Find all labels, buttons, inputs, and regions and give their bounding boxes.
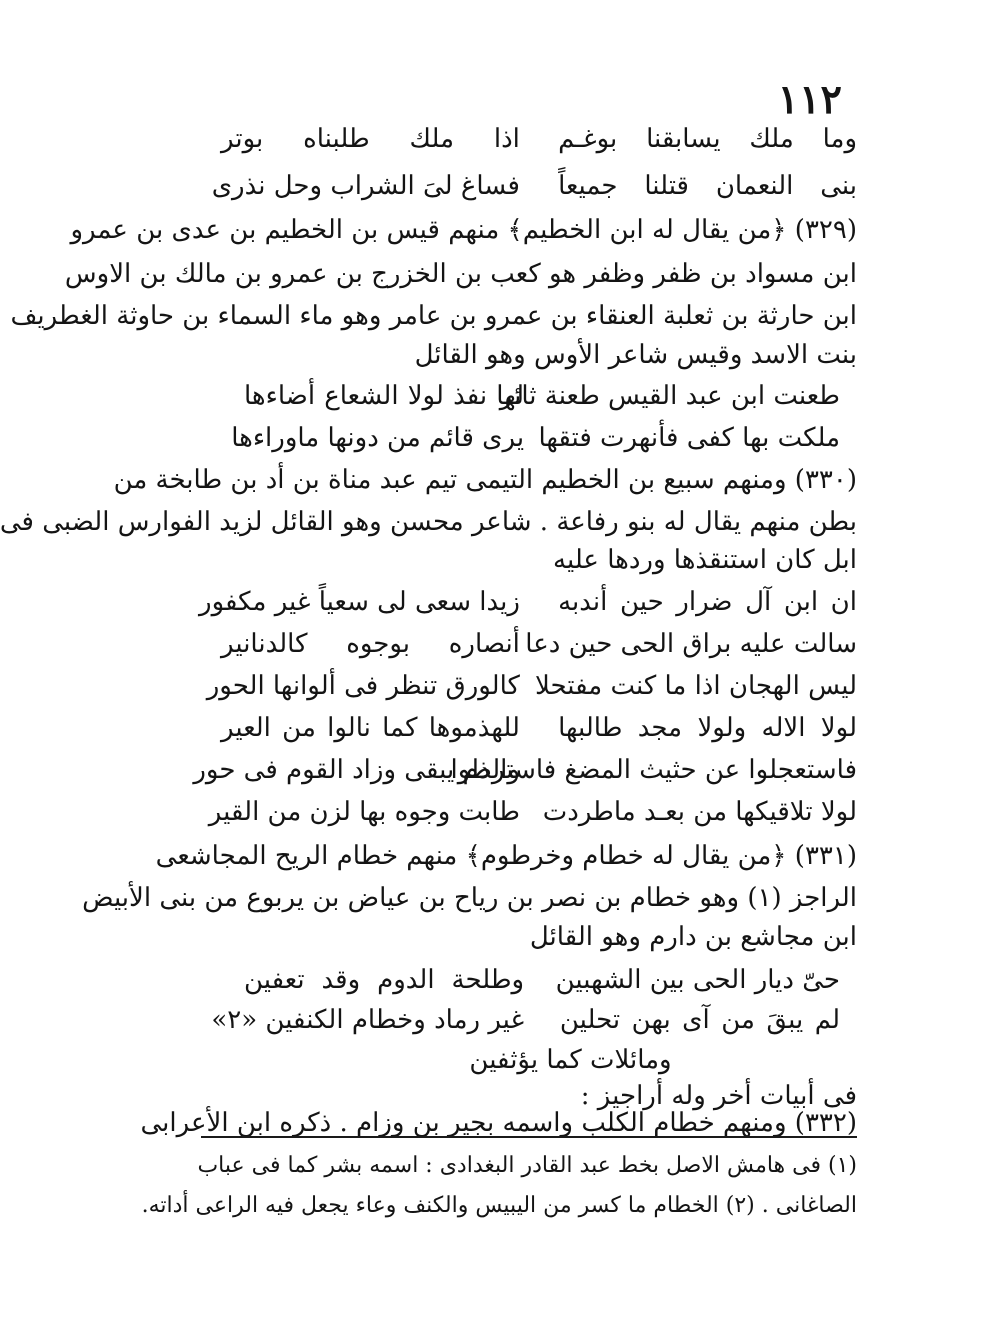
entry-330-heading: (٣٣٠) ومنهم سبيع بن الخطيم التيمى تيم عبد مناة بن أد بن طابخة من — [113, 465, 857, 495]
verse-line — [206, 666, 857, 706]
prose-line: ابل كان استنقذها وردها عليه — [553, 545, 857, 575]
prose-line: الراجز (١) وهو خطام بن نصر بن رياح بن عياض بن يربوع من بنى الأبيض — [82, 883, 857, 913]
verse-first-hemistich: لم يبقَ من آى بهن تحلين — [559, 1005, 840, 1035]
verse-second-hemistich: اذا ملك طلبناه بوتر — [221, 124, 520, 154]
verse-second-hemistich: للهذموها كما نالوا من العير — [221, 713, 520, 743]
verse-first-hemistich: لولا تلاقيكها من بعـد ماطردت — [542, 797, 857, 827]
verse-line — [244, 376, 840, 416]
verse-first-hemistich: لولا الاله ولولا مجد طالبها — [558, 713, 857, 743]
prose-line: ابن مسواد بن ظفر وظفر هو كعب بن الخزرج بن عمرو بن مالك بن الاوس — [64, 259, 857, 289]
verse-second-hemistich: غير رماد وخطام الكنفين «٢» — [211, 1005, 525, 1035]
verse-second-hemistich: فساغ لىَ الشراب وحل نذرى — [211, 171, 520, 201]
verse-second-hemistich: طابت وجوه بها لزن من القير — [208, 797, 520, 827]
verse-first-hemistich: طعنت ابن عبد القيس طعنة ثائر — [499, 381, 840, 411]
prose-line: بطن منهم يقال له بنو رفاعة . شاعر محسن وهو القائل لزيد الفوارس الضبى فى — [0, 507, 857, 537]
verse-first-hemistich: ليس الهجان اذا ما كنت مفتحلا — [534, 671, 857, 701]
prose-line: فى أبيات أخر وله أراجيز : — [580, 1081, 857, 1111]
verse-line — [211, 1000, 840, 1040]
entry-332-heading: (٣٣٢) ومنهم خطام الكلب واسمه بجير بن وزام . ذكره ابن الأعرابى — [140, 1108, 857, 1138]
verse-first-hemistich: وما ملك يسابقنا بوغـم — [558, 124, 857, 154]
verse-line — [231, 418, 840, 458]
verse-first-hemistich: ان ابن آل ضرار حين أندبه — [558, 587, 857, 617]
verse-line — [221, 119, 857, 159]
verse-second-hemistich: أنصاره بوجوه كالدنانير — [221, 629, 520, 659]
verse-first-hemistich: حىّ ديار الحى بين الشهبين — [555, 965, 840, 995]
prose-line: بنت الاسد وقيس شاعر الأوس وهو القائل — [414, 340, 857, 370]
verse-line — [199, 582, 857, 622]
verse-line — [211, 166, 857, 206]
verse-second-hemistich: يرى قائم من دونها ماوراءها — [231, 423, 525, 453]
prose-line: ابن حارثة بن ثعلبة العنقاء بن عمرو بن عامر وهو ماء السماء بن حاوثة الغطريف — [10, 301, 857, 331]
verse-second-hemistich: وطلحة الدوم وقد تعفين — [244, 965, 525, 995]
verse-second-hemistich: زيدا سعى لى سعياً غير مكفور — [199, 587, 520, 617]
verse-line — [208, 792, 857, 832]
verse-centered-line: ومائلات كما يؤثفين — [469, 1045, 672, 1075]
verse-first-hemistich: فاستعجلوا عن حثيث المضغ فاسترطوا — [450, 755, 857, 785]
verse-line — [221, 708, 857, 748]
entry-329-heading: (٣٢٩) ﴿من يقال له ابن الخطيم﴾ منهم قيس بن الخطيم بن عدى بن عمرو — [70, 215, 857, 245]
entry-331-heading: (٣٣١) ﴿من يقال له خطام وخرطوم﴾ منهم خطام الريح المجاشعى — [155, 841, 857, 871]
verse-line — [193, 750, 857, 790]
verse-line — [244, 960, 840, 1000]
page-number: ١١٢ — [777, 76, 842, 123]
footnote-divider — [201, 1136, 857, 1138]
verse-second-hemistich: والذم يبقى وزاد القوم فى حور — [193, 755, 520, 785]
footnote-line: (١) فى هامش الاصل بخط عبد القادر البغدادى : اسمه بشر كما فى عباب — [197, 1153, 857, 1178]
verse-second-hemistich: كالورق تنظر فى ألوانها الحور — [206, 671, 520, 701]
verse-line — [221, 624, 857, 664]
prose-line: ابن مجاشع بن دارم وهو القائل — [529, 922, 857, 952]
verse-first-hemistich: سالت عليه براق الحى حين دعا — [525, 629, 857, 659]
verse-first-hemistich: ملكت بها كفى فأنهرت فتقها — [538, 423, 840, 453]
verse-first-hemistich: بنى النعمان قتلنا جميعاً — [558, 171, 857, 201]
verse-second-hemistich: لها نفذ لولا الشعاع أضاءها — [244, 381, 525, 411]
footnote-line: الصاغانى . (٢) الخطام ما كسر من اليبيس والكنف وعاء يجعل فيه الراعى أداته. — [141, 1193, 857, 1218]
